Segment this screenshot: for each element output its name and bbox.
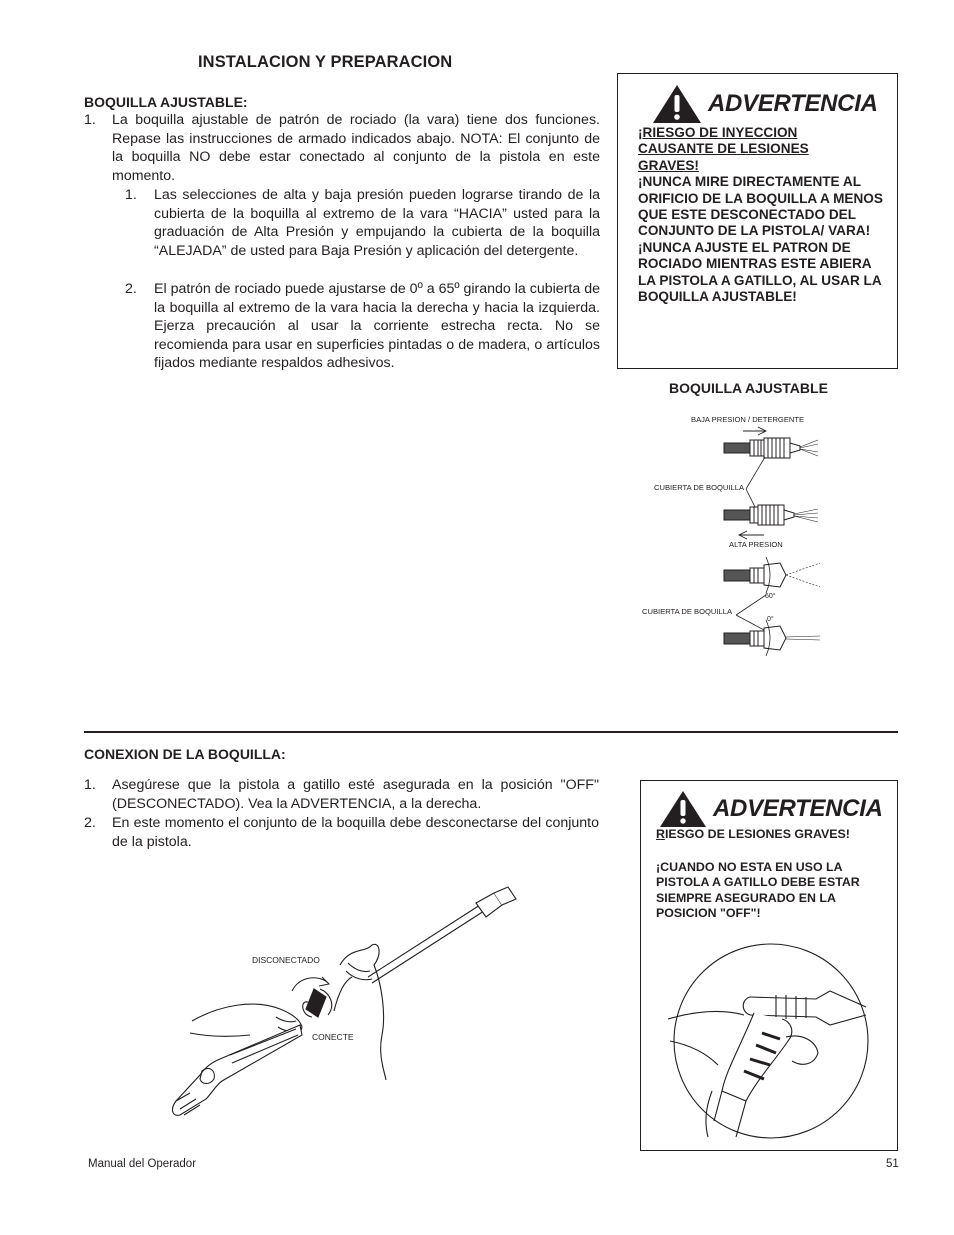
warning-heading-line: RIESGO DE LESIONES GRAVES! — [656, 827, 850, 841]
item-text: El patrón de rociado puede ajustarse de 0º a 65º girando la cubierta de la boquilla al extremo de la vara hacia la derecha y hacia la izquierda. Ejerza precaución al usar la corriente estrecha recta. No se recomienda para usar en superficies pintadas o de madera, o artículos fijados mediante respaldos adhesivos. — [154, 281, 600, 372]
warning-heading-line: CAUSANTE DE LESIONES — [638, 141, 809, 157]
warning-body: ¡NUNCA MIRE DIRECTAMENTE AL ORIFICIO DE LA BOQUILLA A MENOS QUE ESTE DESCONECTADO DEL CONJUNTO DE LA PISTOLA/ VARA! ¡NUNCA AJUSTE EL PATRON DE ROCIADO MIENTRAS ESTE ABIERA LA PISTOLA A GATILLO, AL USAR LA BOQUILLA AJUSTABLE! — [638, 174, 883, 305]
section-title: INSTALACION Y PREPARACION — [198, 53, 453, 71]
label-high-pressure: ALTA PRESION — [729, 540, 783, 549]
warning-text — [638, 125, 890, 305]
warning-text — [656, 827, 888, 922]
warning-title: ADVERTENCIA — [713, 795, 883, 822]
gun-wand-connection-illustration — [150, 885, 530, 1125]
label-nozzle-cover: CUBIERTA DE BOQUILLA — [654, 483, 745, 492]
label-angle-0: 0° — [767, 616, 774, 623]
nozzle-low-pressure — [724, 438, 818, 458]
label-angle-60: 60° — [765, 593, 776, 600]
warning-triangle-icon — [659, 790, 707, 828]
section-divider — [84, 731, 898, 733]
warning-heading-line: GRAVES! — [638, 157, 699, 173]
warning-title: ADVERTENCIA — [708, 90, 878, 117]
warning-heading-line: ¡RIESGO DE INYECCION — [638, 125, 798, 140]
footer-manual-title: Manual del Operador — [88, 1158, 197, 1170]
nozzle-wide-angle — [724, 557, 820, 593]
page-number: 51 — [886, 1158, 899, 1170]
warning-body: ¡CUANDO NO ESTA EN USO LA PISTOLA A GATILLO DEBE ESTAR SIEMPRE ASEGURADO EN LA POSICION "OFF"! — [656, 859, 860, 921]
warning-box — [617, 73, 898, 369]
item-number: 1. — [125, 187, 137, 203]
label-connect: CONECTE — [312, 1032, 354, 1042]
item-1 — [84, 111, 600, 185]
label-low-pressure: BAJA PRESION / DETERGENTE — [691, 415, 805, 424]
adjustable-nozzle-illustration — [640, 405, 820, 665]
subitem-2 — [125, 280, 600, 373]
item-text: Las selecciones de alta y baja presión pueden lograrse tirando de la cubierta de la boquilla al extremo de la vara “HACIA” usted para la graduación de Alta Presión y empujando la cubierta de la boquilla “ALEJADA” de usted para Baja Presión y aplicación del detergente. — [154, 187, 600, 259]
nozzle-narrow-angle — [724, 620, 820, 656]
item-number: 1. — [84, 777, 96, 793]
item-number: 1. — [84, 112, 96, 128]
item-number: 2. — [125, 281, 137, 297]
item-text: Asegúrese que la pistola a gatillo esté asegurada en la posición "OFF" (DESCONECTADO). Vea la ADVERTENCIA, a la derecha. — [112, 777, 599, 812]
item-1 — [84, 776, 599, 813]
item-text: En este momento el conjunto de la boquilla debe desconectarse del conjunto de la pistola. — [112, 815, 599, 850]
label-disconnect: DISCONECTADO — [252, 955, 320, 965]
label-nozzle-cover: CUBIERTA DE BOQUILLA — [642, 607, 733, 616]
subitem-1 — [125, 186, 600, 260]
warning-header — [659, 790, 883, 828]
warning-box — [640, 780, 898, 1151]
warning-header — [652, 84, 878, 124]
locked-trigger-illustration — [666, 941, 876, 1141]
item-number: 2. — [84, 815, 96, 831]
subsection-title: BOQUILLA AJUSTABLE: — [84, 94, 248, 110]
item-2 — [84, 814, 599, 851]
item-text: La boquilla ajustable de patrón de rociado (la vara) tiene dos funciones. Repase las instrucciones de armado indicados abajo. NOTA: El conjunto de la boquilla NO debe estar conectado al conjunto de la pistola en este momento. — [112, 112, 600, 184]
nozzle-high-pressure — [724, 505, 818, 525]
subsection-title: CONEXION DE LA BOQUILLA: — [84, 746, 286, 762]
figure-caption: BOQUILLA AJUSTABLE — [669, 380, 828, 396]
warning-triangle-icon — [652, 84, 702, 124]
